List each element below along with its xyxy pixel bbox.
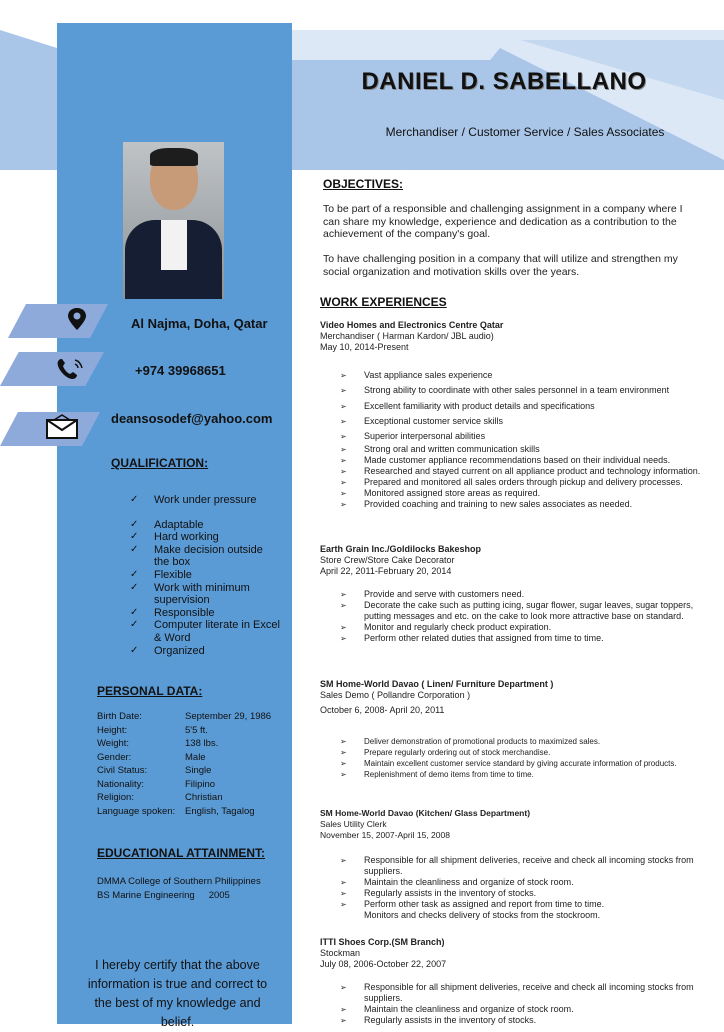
graduation-year: 2005 (208, 890, 230, 901)
job-role: Merchandiser ( Harman Kardon/ JBL audio) (320, 331, 494, 341)
job-title: Merchandiser / Customer Service / Sales Associates (385, 125, 665, 139)
list-item: ➢ Regularly assists in the inventory of stocks. (340, 888, 710, 899)
objective-paragraph-2: To have challenging position in a company that will utilize and strengthen my social organization and motivation skills over the years. (323, 253, 678, 278)
qualification-heading: QUALIFICATION: (111, 456, 209, 470)
list-item: ➢ Excellent familiarity with product details and specifications (340, 399, 710, 414)
list-item: ✓ Computer literate in Excel & Word (130, 619, 280, 644)
course-name: BS Marine Engineering (97, 890, 195, 901)
objectives-heading: OBJECTIVES: (323, 177, 404, 191)
list-item: ✓ Flexible (130, 569, 280, 582)
list-item: ➢ Maintain the cleanliness and organize of stock room. (340, 1004, 710, 1015)
list-item: ➢ Strong oral and written communication skills (340, 444, 710, 455)
profile-photo (123, 142, 224, 299)
job-header (320, 937, 710, 970)
list-item: ✓ Adaptable (130, 519, 280, 532)
job-role: Stockman (320, 948, 361, 958)
list-item: ➢ Maintain excellent customer service standard by giving accurate information of products. (340, 758, 710, 769)
list-item: ➢ Regularly assists in the inventory of stocks. (340, 1015, 710, 1026)
list-item: ➢ Decorate the cake such as putting icing, sugar flower, sugar leaves, sugar toppers, putting messages and etc. on the cake to look more attractive base on standard. (340, 600, 710, 622)
list-item: ➢ Prepared and monitored all sales orders through pickup and delivery processes. (340, 477, 710, 488)
job-header (320, 679, 710, 716)
job-header (320, 808, 710, 841)
job-role: Store Crew/Store Cake Decorator (320, 555, 455, 565)
job-dates: November 15, 2007-April 15, 2008 (320, 830, 450, 840)
list-item: ➢ Perform other task as assigned and report from time to time. (340, 899, 710, 910)
personal-data-table (97, 710, 271, 818)
job-header (320, 320, 710, 353)
personal-data-heading: PERSONAL DATA: (97, 684, 203, 698)
list-item: ✓ Make decision outside the box (130, 544, 280, 569)
duty-list (340, 368, 710, 444)
phone-text: +974 39968651 (135, 363, 226, 378)
job-dates: July 08, 2006-October 22, 2007 (320, 959, 447, 969)
list-item: ✓ Work with minimum supervision (130, 582, 280, 607)
list-item: ➢ Deliver demonstration of promotional products to maximized sales. (340, 736, 710, 747)
list-item: ✓ Organized (130, 645, 280, 658)
location-pin-icon (57, 306, 97, 338)
certification-statement: I hereby certify that the above information is true and correct to the best of my knowledge and belief. (87, 958, 268, 1029)
list-item: ➢ Made customer appliance recommendations based on their individual needs. (340, 455, 710, 466)
list-item: ➢ Superior interpersonal abilities (340, 429, 710, 444)
list-item: ➢ Replenishment of demo items from time to time. (340, 769, 710, 780)
objective-paragraph-1: To be part of a responsible and challenging assignment in a company where I can share my knowledge, experience and dedication as a contribution to the achievement of the company's goal. (323, 203, 683, 241)
list-item: ➢ Strong ability to coordinate with other sales personnel in a team environment (340, 383, 710, 398)
envelope-icon (42, 414, 82, 446)
table-row: Birth Date: September 29, 1986 (97, 711, 272, 722)
page-title: DANIEL D. SABELLANO (361, 68, 647, 95)
duty-list (340, 589, 710, 644)
table-row: Nationality: Filipino (97, 778, 216, 790)
table-row: Weight: 138 lbs. (97, 738, 219, 749)
table-row: Gender: Male (97, 751, 206, 763)
address-text: Al Najma, Doha, Qatar (131, 316, 268, 331)
work-heading: WORK EXPERIENCES (320, 295, 447, 309)
school-name: DMMA College of Southern Philippines (97, 876, 261, 887)
duty-list (340, 855, 710, 910)
list-item: ➢ Responsible for all shipment deliveries, receive and check all incoming stocks from suppliers. (340, 855, 710, 877)
duty-list (340, 444, 710, 510)
list-item: ➢ Monitored assigned store areas as required. (340, 488, 710, 499)
phone-icon (50, 356, 90, 388)
table-row: Civil Status: Single (97, 765, 212, 776)
company-name: Video Homes and Electronics Centre Qatar (320, 320, 504, 330)
duty-list (340, 982, 710, 1026)
education-heading: EDUCATIONAL ATTAINMENT: (97, 846, 265, 860)
list-item: ✓ Responsible (130, 607, 280, 620)
list-item: ➢ Maintain the cleanliness and organize of stock room. (340, 877, 710, 888)
list-item: ✓ Hard working (130, 531, 280, 544)
job-header (320, 544, 710, 577)
list-item: ➢ Prepare regularly ordering out of stock merchandise. (340, 747, 710, 758)
table-row: Language spoken: English, Tagalog (97, 805, 255, 817)
list-item: ➢ Provided coaching and training to new sales associates as needed. (340, 499, 710, 510)
duty-list (340, 736, 710, 780)
table-row: Religion: Christian (97, 792, 223, 803)
job-dates: October 6, 2008- April 20, 2011 (320, 705, 445, 715)
job-role: Sales Utility Clerk (320, 819, 387, 829)
list-item: ➢ Exceptional customer service skills (340, 414, 710, 429)
list-item: ➢ Vast appliance sales experience (340, 368, 710, 383)
list-item: ➢ Perform other related duties that assigned from time to time. (340, 633, 710, 644)
company-name: SM Home-World Davao ( Linen/ Furniture Department ) (320, 679, 554, 689)
list-item: ➢ Researched and stayed current on all appliance product and technology information. (340, 466, 710, 477)
company-name: Earth Grain Inc./Goldilocks Bakeshop (320, 544, 482, 554)
job-dates: May 10, 2014-Present (320, 342, 409, 352)
company-name: ITTI Shoes Corp.(SM Branch) (320, 937, 445, 947)
duty-extra: Monitors and checks delivery of stocks from the stockroom. (364, 910, 601, 920)
job-role: Sales Demo ( Pollandre Corporation ) (320, 690, 471, 700)
email-text[interactable]: deansosodef@yahoo.com (111, 411, 273, 426)
education-details (97, 875, 261, 903)
list-item: ➢ Responsible for all shipment deliveries, receive and check all incoming stocks from suppliers. (340, 982, 710, 1004)
list-item: ➢ Monitor and regularly check product expiration. (340, 622, 710, 633)
job-dates: April 22, 2011-February 20, 2014 (320, 566, 452, 576)
list-item: ➢ Provide and serve with customers need. (340, 589, 710, 600)
table-row: Height: 5'5 ft. (97, 724, 208, 736)
list-item: ✓ Work under pressure (130, 494, 280, 507)
company-name: SM Home-World Davao (Kitchen/ Glass Department) (320, 808, 531, 818)
qualification-list (130, 494, 280, 657)
